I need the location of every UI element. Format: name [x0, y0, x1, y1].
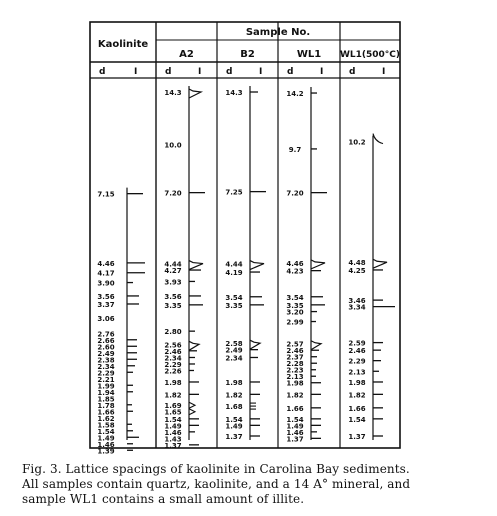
- d-spacing-label: 4.46: [97, 259, 115, 268]
- d-spacing-label: 1.37: [348, 433, 366, 441]
- d-spacing-label: 4.44: [225, 260, 243, 269]
- d-spacing-label: 1.98: [225, 378, 243, 387]
- d-spacing-label: 7.20: [164, 189, 182, 198]
- d-spacing-label: 7.15: [97, 190, 115, 199]
- d-spacing-label: 2.99: [286, 318, 304, 327]
- intensity-peak: [189, 89, 201, 98]
- d-spacing-label: 4.19: [225, 269, 243, 278]
- d-spacing-label: 3.46: [348, 297, 366, 306]
- i-label: I: [382, 67, 386, 77]
- d-spacing-label: 7.20: [286, 189, 304, 198]
- d-spacing-label: 1.78: [97, 401, 115, 410]
- intensity-peak: [311, 260, 325, 269]
- caption-line-1: Fig. 3. Lattice spacings of kaolinite in Carolina Bay sediments.: [22, 462, 410, 476]
- d-spacing-label: 2.66: [97, 336, 115, 345]
- sample-number-header: Sample No.: [245, 27, 311, 38]
- figure-caption: [22, 462, 484, 507]
- d-label: d: [287, 67, 294, 77]
- d-spacing-label: 1.54: [348, 415, 366, 424]
- d-spacing-label: 1.49: [164, 422, 182, 431]
- d-spacing-label: 3.06: [97, 315, 115, 324]
- column-header: Kaolinite: [97, 39, 149, 50]
- intensity-peak: [189, 261, 203, 270]
- d-label: d: [99, 67, 106, 77]
- d-spacing-label: 2.37: [286, 353, 304, 362]
- d-spacing-label: 1.54: [225, 415, 243, 424]
- d-spacing-label: 4.48: [348, 259, 366, 268]
- d-label: d: [349, 67, 356, 77]
- column-header: WL1(500°C): [339, 50, 401, 60]
- d-spacing-label: 4.46: [286, 259, 304, 268]
- d-spacing-label: 4.17: [97, 269, 115, 278]
- d-spacing-label: 1.37: [225, 433, 243, 441]
- d-spacing-label: 1.54: [97, 427, 115, 436]
- d-spacing-label: 4.25: [348, 266, 366, 275]
- d-spacing-label: 14.3: [164, 89, 182, 97]
- d-spacing-label: 2.49: [225, 346, 243, 355]
- d-spacing-label: 2.46: [286, 347, 304, 356]
- d-spacing-label: 3.34: [348, 303, 366, 312]
- d-spacing-label: 4.27: [164, 267, 182, 276]
- intensity-peak: [189, 402, 195, 408]
- d-spacing-label: 1.99: [97, 382, 115, 391]
- d-spacing-label: 2.46: [348, 347, 366, 356]
- d-spacing-label: 3.90: [97, 279, 115, 288]
- d-spacing-label: 3.54: [225, 293, 243, 302]
- d-spacing-label: 1.66: [286, 404, 304, 413]
- d-spacing-label: 2.21: [97, 375, 115, 384]
- d-spacing-label: 1.98: [348, 378, 366, 387]
- d-spacing-label: 2.49: [97, 349, 115, 358]
- d-spacing-label: 3.56: [97, 292, 115, 301]
- d-spacing-label: 10.2: [348, 138, 366, 147]
- i-label: I: [259, 67, 263, 77]
- d-spacing-label: 2.57: [286, 340, 304, 349]
- d-spacing-label: 3.35: [164, 301, 182, 310]
- d-spacing-label: 1.68: [225, 403, 243, 412]
- d-spacing-label: 2.29: [164, 360, 182, 369]
- d-spacing-label: 2.76: [97, 330, 115, 339]
- d-label: d: [226, 67, 233, 77]
- d-spacing-label: 1.43: [164, 435, 182, 444]
- d-spacing-label: 2.38: [97, 356, 115, 365]
- d-spacing-label: 1.98: [164, 378, 182, 387]
- d-spacing-label: 1.82: [225, 391, 243, 400]
- d-spacing-label: 10.0: [164, 141, 182, 150]
- d-spacing-label: 1.85: [97, 395, 115, 404]
- d-spacing-label: 1.66: [97, 408, 115, 417]
- d-spacing-label: 1.66: [348, 404, 366, 413]
- d-spacing-label: 1.46: [286, 428, 304, 437]
- d-spacing-label: 2.46: [164, 347, 182, 356]
- d-spacing-label: 1.98: [286, 379, 304, 388]
- intensity-peak: [311, 341, 321, 350]
- d-spacing-label: 2.34: [164, 354, 182, 363]
- d-spacing-label: 3.56: [164, 292, 182, 301]
- d-spacing-label: 1.37: [286, 435, 304, 444]
- d-spacing-label: 1.39: [97, 447, 115, 456]
- intensity-peak: [250, 340, 260, 349]
- d-spacing-label: 2.29: [348, 357, 366, 366]
- d-spacing-label: 14.3: [225, 89, 243, 97]
- i-label: I: [134, 67, 138, 77]
- i-label: I: [198, 67, 202, 77]
- d-spacing-label: 7.25: [225, 188, 243, 197]
- d-spacing-label: 2.80: [164, 328, 182, 337]
- intensity-peak: [373, 134, 383, 144]
- caption-line-2: All samples contain quartz, kaolinite, and a 14 A° mineral, and: [22, 477, 411, 491]
- d-spacing-label: 1.37: [164, 441, 182, 450]
- d-spacing-label: 3.20: [286, 308, 304, 317]
- d-spacing-label: 2.28: [286, 360, 304, 369]
- d-spacing-label: 3.37: [97, 300, 115, 309]
- d-spacing-label: 14.2: [286, 90, 304, 99]
- intensity-peak: [189, 409, 195, 415]
- d-spacing-label: 1.46: [164, 428, 182, 437]
- d-spacing-label: 2.34: [225, 354, 243, 363]
- d-spacing-label: 2.13: [348, 368, 366, 377]
- d-spacing-label: 1.49: [97, 434, 115, 443]
- intensity-peak: [250, 261, 264, 270]
- intensity-peak: [189, 341, 199, 350]
- d-spacing-label: 2.60: [97, 343, 115, 352]
- d-spacing-label: 4.44: [164, 260, 182, 269]
- d-label: d: [165, 67, 172, 77]
- d-spacing-label: 1.82: [348, 391, 366, 400]
- i-label: I: [320, 67, 324, 77]
- d-spacing-label: 2.29: [97, 369, 115, 378]
- caption-line-3: sample WL1 contains a small amount of illite.: [22, 492, 305, 506]
- d-spacing-label: 3.35: [225, 301, 243, 310]
- d-spacing-label: 3.35: [286, 301, 304, 310]
- d-spacing-label: 1.49: [286, 422, 304, 431]
- d-spacing-label: 2.26: [164, 367, 182, 376]
- d-spacing-label: 1.58: [97, 421, 115, 430]
- d-spacing-label: 9.7: [288, 145, 302, 154]
- d-spacing-label: 1.54: [164, 415, 182, 424]
- d-spacing-label: 2.59: [348, 339, 366, 348]
- d-spacing-label: 3.93: [164, 278, 182, 287]
- d-spacing-label: 2.34: [97, 362, 115, 371]
- d-spacing-label: 2.56: [164, 341, 182, 350]
- d-spacing-label: 2.23: [286, 366, 304, 375]
- d-spacing-label: 1.94: [97, 388, 115, 397]
- intensity-peak: [373, 259, 387, 268]
- d-spacing-label: 1.69: [164, 402, 182, 411]
- column-header: A2: [179, 49, 194, 60]
- d-spacing-label: 1.49: [225, 422, 243, 431]
- d-spacing-label: 3.54: [286, 293, 304, 302]
- column-header: WL1: [296, 49, 322, 60]
- d-spacing-label: 4.23: [286, 267, 304, 276]
- column-header: B2: [240, 49, 255, 60]
- d-spacing-label: 1.65: [164, 408, 182, 417]
- d-spacing-label: 1.62: [97, 414, 115, 423]
- d-spacing-label: 2.13: [286, 373, 304, 382]
- d-spacing-label: 1.82: [286, 391, 304, 400]
- d-spacing-label: 1.82: [164, 391, 182, 400]
- d-spacing-label: 1.46: [97, 440, 115, 449]
- d-spacing-label: 2.58: [225, 340, 243, 349]
- d-spacing-label: 1.54: [286, 415, 304, 424]
